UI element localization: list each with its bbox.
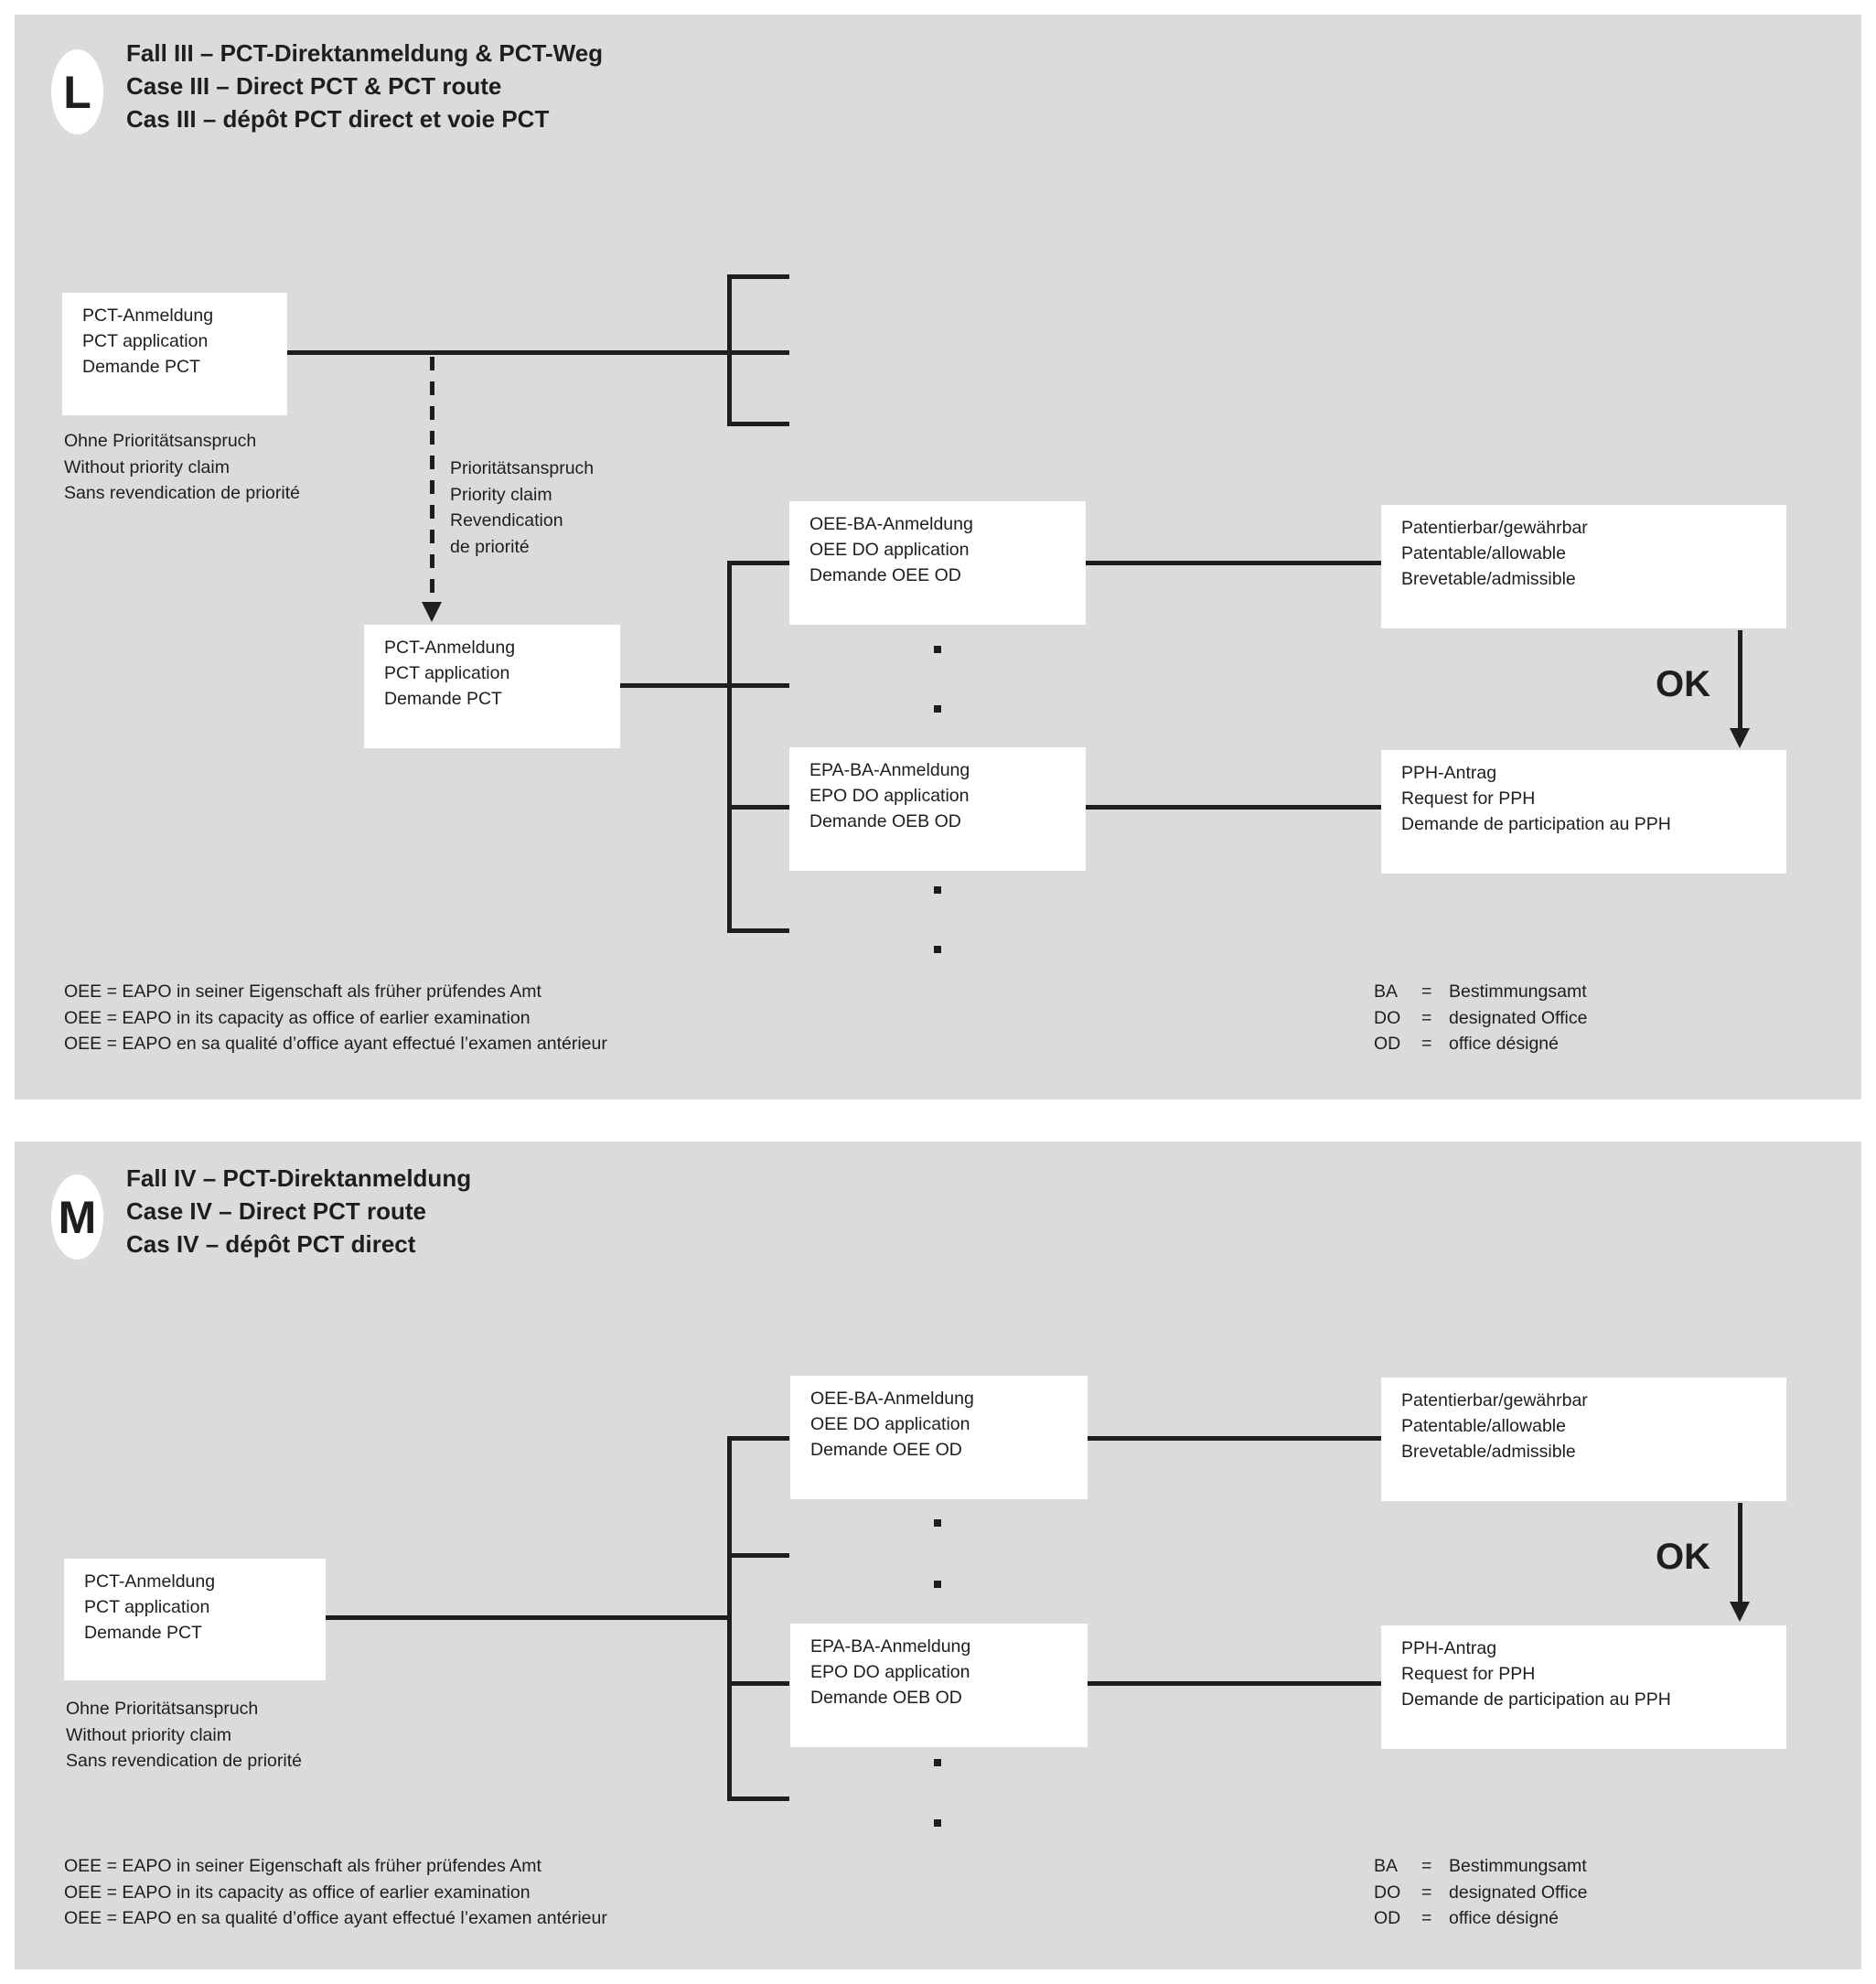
ok-arrowhead-icon: [1730, 728, 1750, 748]
ok-label: OK: [1656, 1537, 1710, 1577]
patentable-box-line-en: Patentable/allowable: [1401, 1416, 1566, 1436]
ellipsis-dot: [934, 1819, 941, 1827]
oee-legend-fr: OEE = EAPO en sa qualité d’office ayant effectué l’examen antérieur: [64, 1034, 607, 1054]
pct-application-box-2-line-en: PCT application: [384, 663, 510, 683]
oee-legend-de: OEE = EAPO in seiner Eigenschaft als früher prüfendes Amt: [64, 981, 541, 1002]
pct-application-box-line-fr: Demande PCT: [82, 357, 200, 377]
do-bracket-vertical: [727, 1436, 732, 1801]
legend-text: Bestimmungsamt: [1449, 1856, 1587, 1876]
case-badge-m: [51, 1174, 103, 1260]
legend-text: designated Office: [1449, 1882, 1588, 1903]
do-bracket-branch-epa: [727, 1681, 789, 1686]
panel-title-de: Fall IV – PCT-Direktanmeldung: [126, 1164, 472, 1192]
panel-title: [126, 1162, 471, 1260]
abbreviation-legend: [1374, 1853, 1587, 1932]
ellipsis-dot: [934, 705, 941, 713]
panel-title-fr: Cas III – dépôt PCT direct et voie PCT: [126, 105, 550, 133]
panel-title-fr: Cas IV – dépôt PCT direct: [126, 1230, 416, 1258]
without-priority-label-de: Ohne Prioritätsanspruch: [66, 1699, 259, 1719]
patentable-box-line-fr: Brevetable/admissible: [1401, 569, 1576, 589]
pph-request-box: [1381, 1625, 1786, 1749]
pct-application-box: [62, 293, 287, 415]
do-bracket-branch-bottom: [727, 1796, 789, 1801]
pph-request-box: [1381, 750, 1786, 874]
legend-abbr: BA: [1374, 981, 1399, 1002]
epo-do-box-line-de: EPA-BA-Anmeldung: [810, 1636, 971, 1657]
legend-equals: =: [1421, 1882, 1432, 1903]
pph-box-line-fr: Demande de participation au PPH: [1401, 1689, 1671, 1710]
abbreviation-legend-row: [1374, 1005, 1587, 1032]
legend-text: designated Office: [1449, 1007, 1588, 1028]
without-priority-label-fr: Sans revendication de priorité: [64, 483, 300, 503]
pph-box-line-en: Request for PPH: [1401, 788, 1536, 809]
connector-pct-main: [287, 350, 732, 355]
epo-do-box-line-fr: Demande OEB OD: [809, 811, 961, 831]
pct-application-box-line-en: PCT application: [82, 331, 209, 351]
ok-arrow-line: [1738, 1503, 1742, 1602]
ellipsis-dot: [934, 946, 941, 953]
without-priority-label-de: Ohne Prioritätsanspruch: [64, 431, 257, 451]
panel-title-en: Case IV – Direct PCT route: [126, 1197, 426, 1225]
oee-do-box-line-fr: Demande OEE OD: [810, 1440, 962, 1460]
ellipsis-dot: [934, 1759, 941, 1766]
legend-abbr: BA: [1374, 1856, 1399, 1876]
patentable-box-line-de: Patentierbar/gewährbar: [1401, 518, 1588, 538]
connector-oee-patentable: [1088, 1436, 1381, 1441]
abbreviation-legend-row: [1374, 1031, 1587, 1057]
panel-title-en: Case III – Direct PCT & PCT route: [126, 72, 502, 100]
do-bracket-branch-epa: [727, 805, 789, 810]
panel-title-de: Fall III – PCT-Direktanmeldung & PCT-Weg: [126, 39, 604, 67]
do-bracket-vertical: [727, 561, 732, 933]
connector-epo-pph: [1088, 1681, 1381, 1686]
patentable-box-line-de: Patentierbar/gewährbar: [1401, 1390, 1588, 1410]
abbreviation-legend-row: [1374, 1853, 1587, 1880]
legend-abbr: OD: [1374, 1034, 1401, 1054]
panel-title: [126, 37, 603, 135]
ok-label: OK: [1656, 664, 1710, 704]
patentable-box-line-en: Patentable/allowable: [1401, 543, 1566, 563]
patentable-box-line-fr: Brevetable/admissible: [1401, 1442, 1576, 1462]
legend-abbr: DO: [1374, 1882, 1401, 1903]
epo-do-box-line-de: EPA-BA-Anmeldung: [809, 760, 970, 780]
pct-application-box-2: [364, 625, 620, 748]
do-bracket-branch-oee: [727, 561, 789, 565]
abbreviation-legend-row: [1374, 979, 1587, 1005]
oee-legend-fr: OEE = EAPO en sa qualité d’office ayant effectué l’examen antérieur: [64, 1908, 607, 1928]
ellipsis-dot: [934, 646, 941, 653]
do-bracket-branch-mid: [727, 1553, 789, 1558]
do-bracket-branch-bottom: [727, 928, 789, 933]
panel-case-iv: [15, 1142, 1861, 1969]
connector-epo-pph: [1086, 805, 1381, 810]
legend-equals: =: [1421, 1856, 1432, 1876]
oee-legend-en: OEE = EAPO in its capacity as office of earlier examination: [64, 1007, 531, 1028]
pph-box-line-fr: Demande de participation au PPH: [1401, 814, 1671, 834]
legend-equals: =: [1421, 1007, 1432, 1028]
ellipsis-dot: [934, 1519, 941, 1527]
oee-do-box-line-de: OEE-BA-Anmeldung: [809, 514, 973, 534]
connector-pct2-bracket: [620, 683, 732, 688]
ellipsis-dot: [934, 1581, 941, 1588]
legend-text: Bestimmungsamt: [1449, 981, 1587, 1002]
do-bracket-branch-mid: [727, 683, 789, 688]
legend-equals: =: [1421, 981, 1432, 1002]
legend-text: office désigné: [1449, 1908, 1559, 1928]
oee-do-box-line-de: OEE-BA-Anmeldung: [810, 1389, 974, 1409]
pph-box-line-de: PPH-Antrag: [1401, 763, 1497, 783]
panel-case-iii: [15, 15, 1861, 1099]
priority-claim-label-fr2: de priorité: [450, 536, 530, 557]
oee-do-box-line-en: OEE DO application: [810, 1414, 970, 1434]
without-priority-label: [66, 1696, 302, 1775]
legend-abbr: OD: [1374, 1908, 1401, 1928]
priority-claim-label-de: Prioritätsanspruch: [450, 458, 595, 478]
priority-claim-arrowhead-icon: [422, 602, 442, 622]
ellipsis-dot: [934, 886, 941, 894]
oee-do-application-box: [789, 501, 1086, 625]
oee-legend-en: OEE = EAPO in its capacity as office of earlier examination: [64, 1882, 531, 1903]
priority-claim-label: [450, 456, 594, 560]
pct-application-box: [64, 1559, 326, 1680]
epo-do-box-line-en: EPO DO application: [809, 786, 970, 806]
connector-pct-bracket: [326, 1615, 732, 1620]
oee-do-application-box: [790, 1376, 1088, 1499]
abbreviation-legend: [1374, 979, 1587, 1057]
priority-claim-label-en: Priority claim: [450, 484, 552, 505]
pct-application-box-2-line-de: PCT-Anmeldung: [384, 638, 516, 658]
epo-do-box-line-fr: Demande OEB OD: [810, 1688, 962, 1708]
pph-box-line-en: Request for PPH: [1401, 1664, 1536, 1684]
pct-application-box-line-fr: Demande PCT: [84, 1623, 202, 1643]
do-bracket-branch-oee: [727, 1436, 789, 1441]
ok-arrow-line: [1738, 630, 1742, 728]
fork-top-stub-2: [727, 350, 789, 355]
oee-legend-de: OEE = EAPO in seiner Eigenschaft als früher prüfendes Amt: [64, 1856, 541, 1876]
pct-application-box-line-de: PCT-Anmeldung: [82, 306, 214, 326]
abbreviation-legend-row: [1374, 1905, 1587, 1932]
without-priority-label: [64, 428, 300, 507]
oee-legend: [64, 1853, 607, 1932]
without-priority-label-fr: Sans revendication de priorité: [66, 1751, 302, 1771]
without-priority-label-en: Without priority claim: [64, 456, 230, 477]
pph-box-line-de: PPH-Antrag: [1401, 1638, 1497, 1658]
priority-claim-dashed-arrow: [430, 357, 434, 602]
abbreviation-legend-row: [1374, 1880, 1587, 1906]
legend-equals: =: [1421, 1034, 1432, 1054]
connector-oee-patentable: [1086, 561, 1381, 565]
priority-claim-label-fr1: Revendication: [450, 510, 563, 531]
patentable-box: [1381, 1378, 1786, 1501]
oee-legend: [64, 979, 607, 1057]
epo-do-box-line-en: EPO DO application: [810, 1662, 970, 1682]
patentable-box: [1381, 505, 1786, 628]
ok-arrowhead-icon: [1730, 1602, 1750, 1622]
epo-do-application-box: [789, 747, 1086, 871]
pct-application-box-line-de: PCT-Anmeldung: [84, 1571, 216, 1592]
fork-top-stub-3: [727, 422, 789, 426]
epo-do-application-box: [790, 1624, 1088, 1747]
oee-do-box-line-en: OEE DO application: [809, 540, 970, 560]
legend-text: office désigné: [1449, 1034, 1559, 1054]
pct-application-box-line-en: PCT application: [84, 1597, 210, 1617]
legend-equals: =: [1421, 1908, 1432, 1928]
without-priority-label-en: Without priority claim: [66, 1724, 231, 1745]
case-badge-l: [51, 49, 103, 134]
oee-do-box-line-fr: Demande OEE OD: [809, 565, 961, 585]
pct-application-box-2-line-fr: Demande PCT: [384, 689, 502, 709]
case-badge-letter: M: [58, 1191, 97, 1243]
legend-abbr: DO: [1374, 1007, 1401, 1028]
fork-top-stub-1: [727, 274, 789, 279]
case-badge-letter: L: [63, 66, 91, 118]
